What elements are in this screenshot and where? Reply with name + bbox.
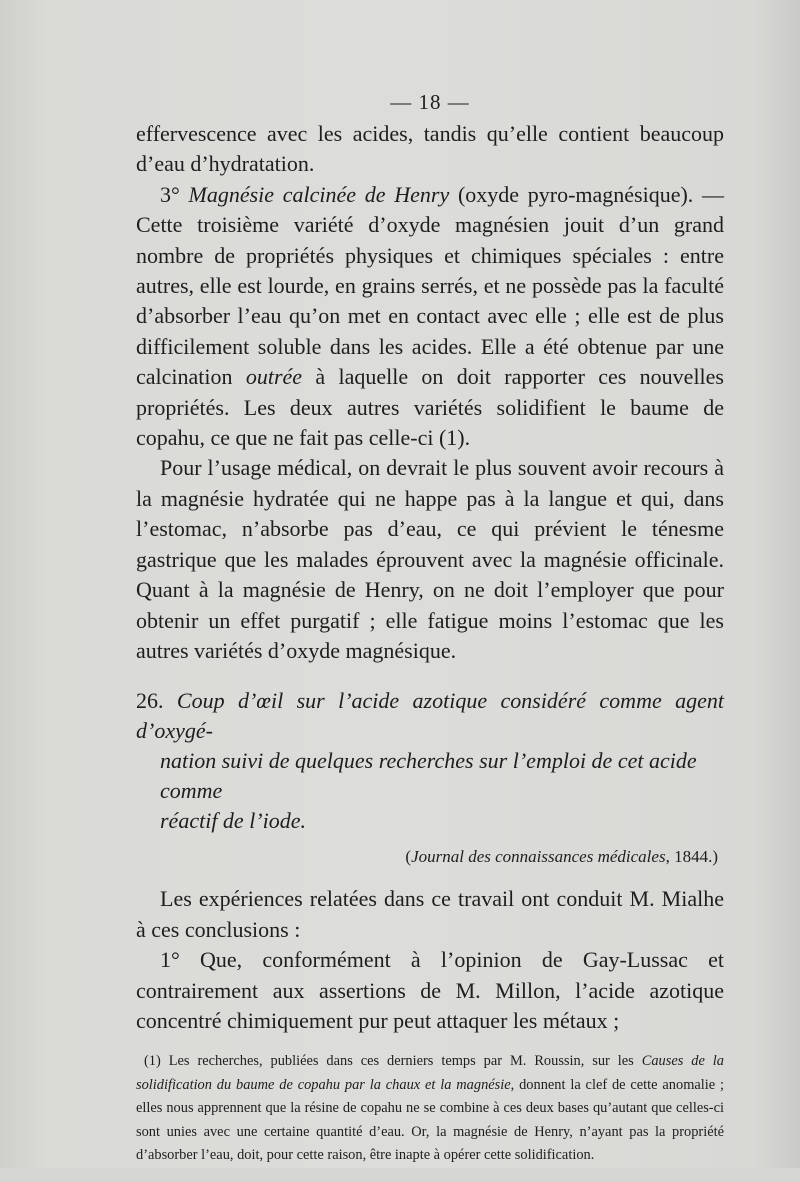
item-text: (oxyde pyro-magnésique). — Cette troisième variété d’oxyde magnésien jouit d’un grand nombre de propriétés physiques et chimiques spéciales : entre autres, elle est lourde, en grains serrés, et ne possède pas la faculté d’absorber l’eau qu’on met en contact avec elle ; elle est de plus difficilement soluble dans les acides. Elle a été obtenue par une calcination — [136, 181, 725, 390]
source-citation: (Journal des connaissances médicales, 1844.) — [405, 847, 718, 867]
footnote-lead: (1) Les recherches, publiées dans ces derniers temps par M. Roussin, sur les — [144, 1053, 634, 1070]
section-number: 26. — [136, 688, 164, 714]
journal-name: Journal des connaissances médicales — [411, 847, 666, 867]
page-content — [136, 90, 724, 1182]
footnote-rest: , donnent la clef de cette anomalie ; elles nous apprennent que la résine de copahu ne se combine à ces deux bases qu’autant que celles-ci sont unies avec une certaine quantité d’eau. Or, la magnésie de Henry, n’ayant pas la propriété d’absorber l’eau, doit, pour cette raison, être inapte à opérer cette solidification. — [136, 1076, 725, 1164]
item-italic-word: outrée — [245, 364, 303, 390]
item-text-continued: à laquelle on doit rapporter ces nouvelles propriétés. Les deux autres variétés solidifient le baume de copahu, ce que ne fait pas celle-ci (1). — [136, 364, 724, 451]
footnote — [136, 1050, 724, 1168]
paragraph-conclusion-1: 1° Que, conformément à l’opinion de Gay-Lussac et contrairement aux assertions de M. Millon, l’acide azotique concentré chimiquement pur peut attaquer les métaux ; — [136, 947, 724, 1033]
section-title-line-3: réactif de l’iode. — [160, 808, 307, 834]
paragraph-medical-use: Pour l’usage médical, on devrait le plus souvent avoir recours à la magnésie hydratée qui ne happe pas à la langue et qui, dans l’estomac, n’absorbe pas d’eau, ce qui prévient le ténesme gastrique que les malades éprouvent avec la magnésie officinale. Quant à la magnésie de Henry, on ne doit l’employer que pour obtenir un effet purgatif ; elle fatigue moins l’estomac que les autres variétés d’oxyde magnésique. — [136, 455, 724, 663]
paragraph-hydration: effervescence avec les acides, tandis qu’elle contient beaucoup d’eau d’hydratation. — [136, 121, 724, 177]
footnote-italic: Causes de la solidification du baume de copahu par la chaux et la magnésie — [136, 1053, 724, 1093]
citation-year: , 1844.) — [665, 847, 718, 867]
item-title: Magnésie calcinée de Henry — [188, 181, 450, 207]
section-title-line-1: Coup d’œil sur l’acide azotique considéré comme agent d’oxygé- — [136, 688, 724, 744]
paragraph-experiments: Les expériences relatées dans ce travail ont conduit M. Mialhe à ces conclusions : — [136, 886, 724, 942]
paragraph-henry-magnesia — [136, 180, 724, 454]
section-heading — [136, 686, 724, 836]
page-number: — 18 — — [390, 90, 470, 114]
section-title-line-2: nation suivi de quelques recherches sur l’emploi de cet acide comme — [160, 748, 697, 804]
item-number: 3° — [160, 181, 180, 207]
section-heading-line-1 — [136, 686, 724, 746]
